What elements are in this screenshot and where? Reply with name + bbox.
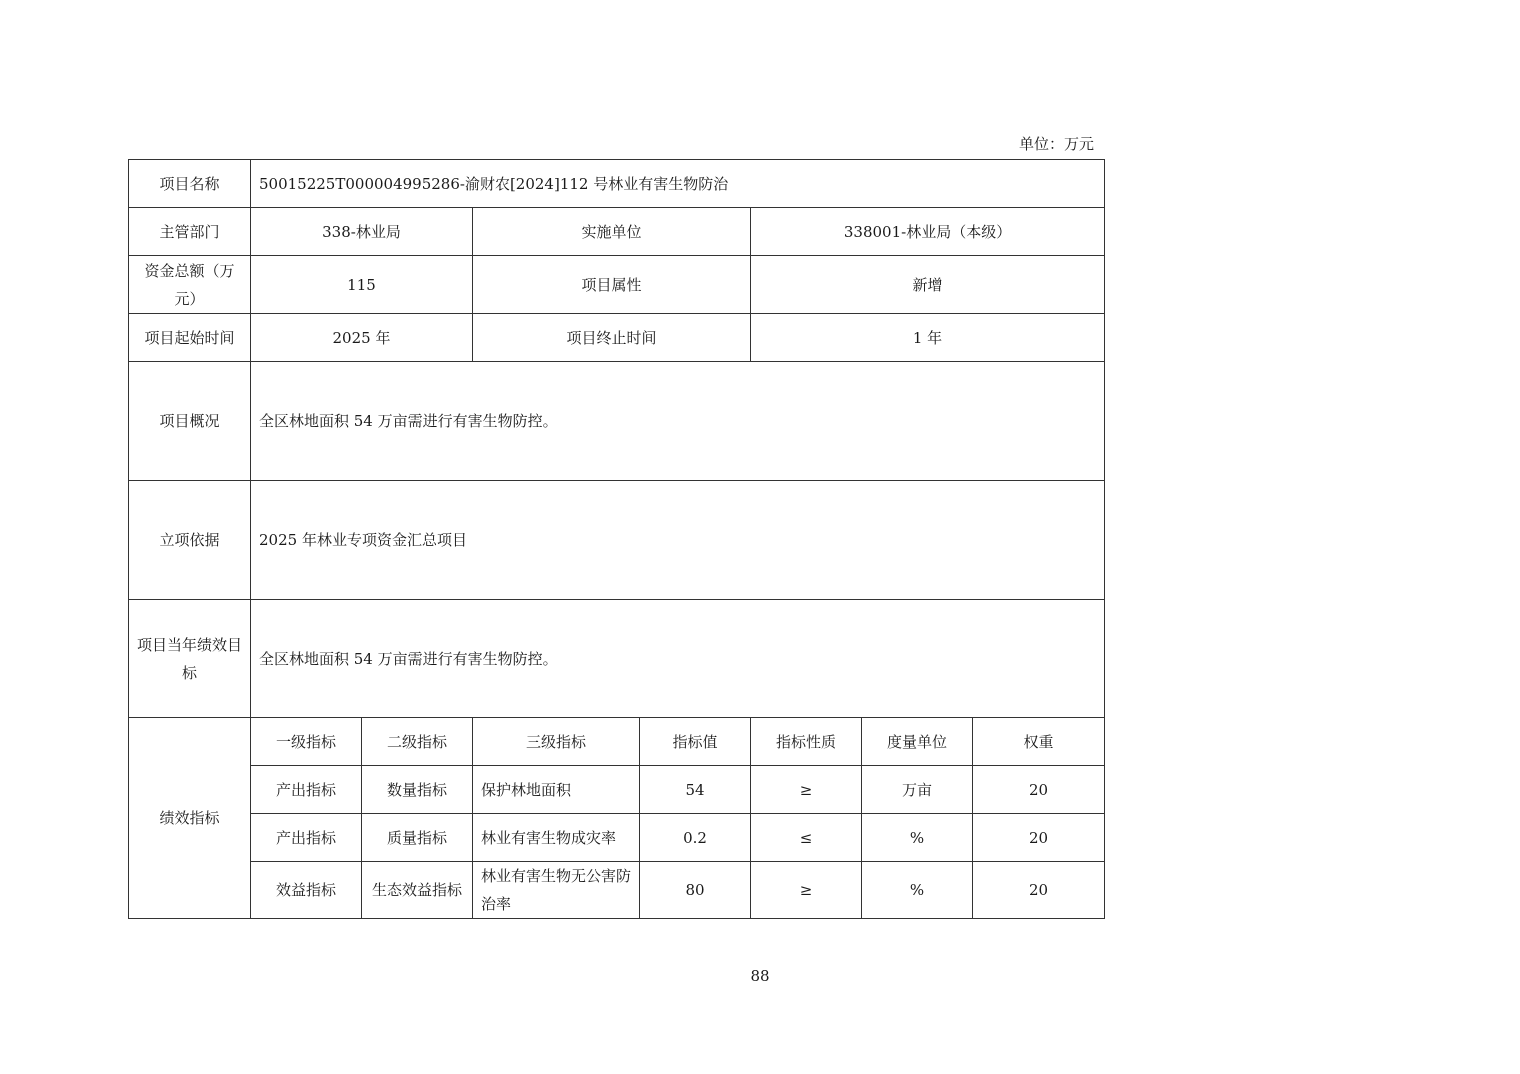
- header-weight: 权重: [973, 718, 1105, 766]
- row-funds: [129, 256, 1105, 314]
- impl-unit-label: 实施单位: [473, 208, 751, 256]
- dept-value: 338-林业局: [251, 208, 473, 256]
- indicator-row: [129, 814, 1105, 862]
- header-value: 指标值: [640, 718, 751, 766]
- project-attr-value: 新增: [751, 256, 1105, 314]
- goal-value: 全区林地面积 54 万亩需进行有害生物防控。: [251, 600, 1105, 718]
- indicator-level2: 数量指标: [362, 766, 473, 814]
- impl-unit-value: 338001-林业局（本级）: [751, 208, 1105, 256]
- header-level2: 二级指标: [362, 718, 473, 766]
- goal-label: 项目当年绩效目标: [129, 600, 251, 718]
- indicator-unit: %: [862, 862, 973, 919]
- row-project-name: [129, 160, 1105, 208]
- funds-value: 115: [251, 256, 473, 314]
- indicator-nature: ≤: [751, 814, 862, 862]
- project-name-label: 项目名称: [129, 160, 251, 208]
- project-attr-label: 项目属性: [473, 256, 751, 314]
- indicator-unit: 万亩: [862, 766, 973, 814]
- indicator-row: [129, 766, 1105, 814]
- header-level3: 三级指标: [473, 718, 640, 766]
- indicator-row: [129, 862, 1105, 919]
- project-name-value: 50015225T000004995286-渝财农[2024]112 号林业有害生物防治: [251, 160, 1105, 208]
- basis-label: 立项依据: [129, 481, 251, 600]
- indicator-value: 0.2: [640, 814, 751, 862]
- indicator-unit: %: [862, 814, 973, 862]
- row-basis: [129, 481, 1105, 600]
- indicator-nature: ≥: [751, 862, 862, 919]
- row-overview: [129, 362, 1105, 481]
- dept-label: 主管部门: [129, 208, 251, 256]
- indicator-level3: 林业有害生物成灾率: [473, 814, 640, 862]
- funds-label: 资金总额（万元）: [129, 256, 251, 314]
- project-performance-table: [128, 159, 1105, 919]
- header-nature: 指标性质: [751, 718, 862, 766]
- end-time-label: 项目终止时间: [473, 314, 751, 362]
- indicator-nature: ≥: [751, 766, 862, 814]
- overview-label: 项目概况: [129, 362, 251, 481]
- row-timing: [129, 314, 1105, 362]
- row-goal: [129, 600, 1105, 718]
- indicator-value: 80: [640, 862, 751, 919]
- indicator-level1: 产出指标: [251, 766, 362, 814]
- indicator-weight: 20: [973, 862, 1105, 919]
- header-level1: 一级指标: [251, 718, 362, 766]
- page-number: 88: [750, 967, 770, 985]
- indicator-header-row: [129, 718, 1105, 766]
- overview-value: 全区林地面积 54 万亩需进行有害生物防控。: [251, 362, 1105, 481]
- row-department: [129, 208, 1105, 256]
- indicator-level3: 保护林地面积: [473, 766, 640, 814]
- start-time-label: 项目起始时间: [129, 314, 251, 362]
- indicator-level3: 林业有害生物无公害防治率: [473, 862, 640, 919]
- indicator-weight: 20: [973, 814, 1105, 862]
- indicator-level1: 效益指标: [251, 862, 362, 919]
- indicator-value: 54: [640, 766, 751, 814]
- start-time-value: 2025 年: [251, 314, 473, 362]
- indicator-level1: 产出指标: [251, 814, 362, 862]
- indicator-level2: 质量指标: [362, 814, 473, 862]
- unit-label: 单位：万元: [1018, 135, 1094, 153]
- basis-value: 2025 年林业专项资金汇总项目: [251, 481, 1105, 600]
- end-time-value: 1 年: [751, 314, 1105, 362]
- indicators-label: 绩效指标: [129, 718, 251, 919]
- indicator-weight: 20: [973, 766, 1105, 814]
- header-unit: 度量单位: [862, 718, 973, 766]
- indicator-level2: 生态效益指标: [362, 862, 473, 919]
